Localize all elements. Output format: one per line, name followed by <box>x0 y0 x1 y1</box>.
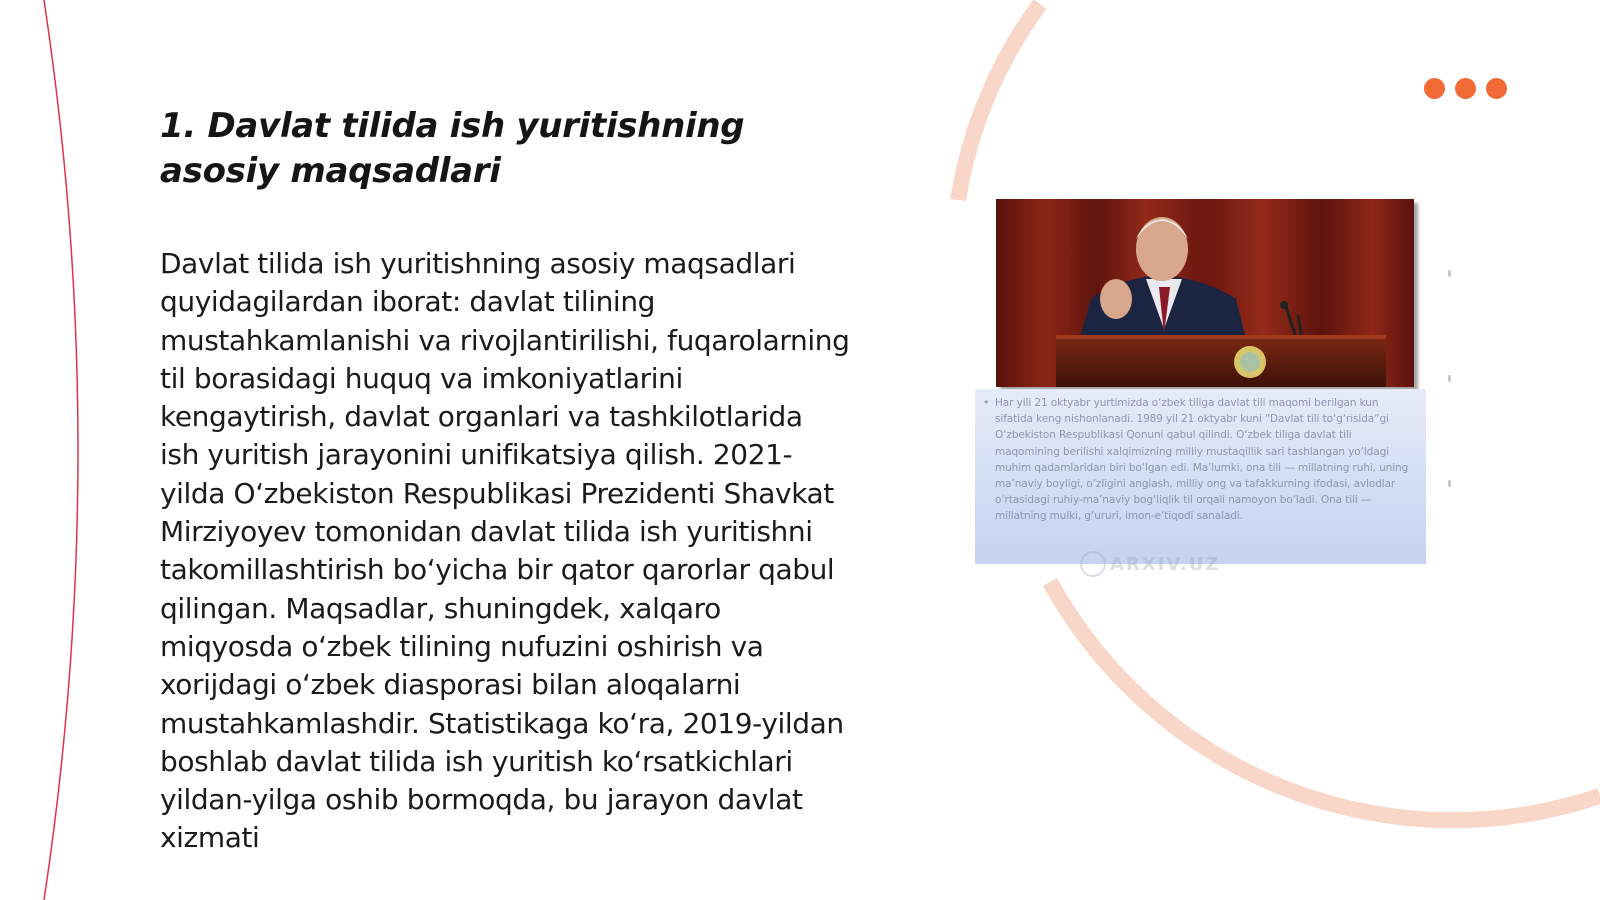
watermark-logo-icon <box>1080 551 1106 577</box>
slide-body-text: Davlat tilida ish yuritishning asosiy maqsadlari quyidagilardan iborat: davlat tilining mustahkamlanishi va rivojlantirilishi, fuqarolarning til borasidagi huquq va imkoniyatlarini kengaytirish, davlat organlari va tashkilotlarida ish yuritish jarayonini unifikatsiya qilish. 2021-yilda O‘zbekiston Respublikasi Prezidenti Shavkat Mirziyoyev tomonidan davlat tilida ish yuritishni takomillashtirish bo‘yicha bir qator qarorlar qabul qilingan. Maqsadlar, shuningdek, xalqaro miqyosda o‘zbek tilining nufuzini oshirish va xorijdagi o‘zbek diasporasi bilan aloqalarni mustahkamlashdir. Statistikaga ko‘ra, 2019-yildan boshlab davlat tilida ish yuritish ko‘rsatkichlari yildan-yilga oshib bormoqda, bu jarayon davlat xizmati <box>160 247 850 855</box>
photo-caption-text <box>983 395 1412 525</box>
photo-caption-box <box>975 389 1426 564</box>
edge-mark <box>1448 375 1451 382</box>
edge-mark <box>1448 270 1451 277</box>
dot-3 <box>1486 78 1507 99</box>
dot-2 <box>1455 78 1476 99</box>
caption-body: Har yili 21 oktyabr yurtimizda o‘zbek tiliga davlat tili maqomi berilgan kun sifatida keng nishonlanadi. 1989 yil 21 oktyabr kuni “Davlat tili to‘g‘risida”gi O‘zbekiston Respublikasi Qonuni qabul qilindi. O‘zbek tiliga davlat tili maqomining berilishi xalqimizning milliy mustaqillik sari tashlangan yo‘ldagi muhim qadamlaridan biri bo‘lgan edi. Ma’lumki, ona tili — millatning ruhi, uning ma’naviy boyligi, o‘zligini anglash, milliy ong va tafakkurning ifodasi, avlodlar o‘rtasidagi ruhiy-ma’naviy bog‘liqlik til orqali namoyon bo‘ladi. Ona tili — millatning mulki, g‘ururi, imon-e’tiqodi sanaladi. <box>995 397 1409 523</box>
watermark-text: ARXIV.UZ <box>1110 553 1221 575</box>
slide-title: 1. Davlat tilida ish yuritishning asosiy maqsadlari <box>160 106 745 191</box>
arxiv-watermark <box>1080 551 1220 577</box>
three-dots-icon <box>1424 78 1507 99</box>
speaker-photo <box>996 199 1414 387</box>
left-curve-decoration <box>0 0 120 900</box>
caption-bullet: • <box>983 397 990 409</box>
dot-1 <box>1424 78 1445 99</box>
edge-mark <box>1448 480 1451 487</box>
